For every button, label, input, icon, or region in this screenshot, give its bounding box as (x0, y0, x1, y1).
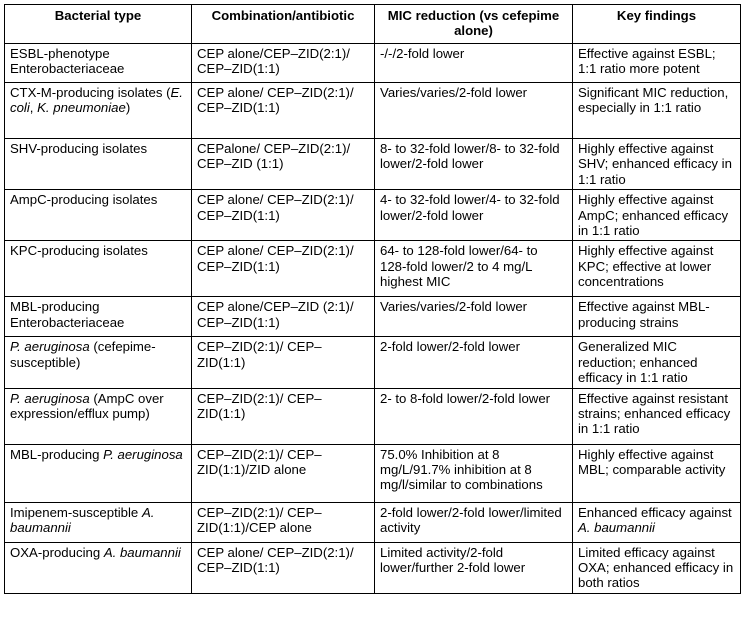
cell-bacterial-type: Imipenem-susceptible A. baumannii (5, 502, 192, 542)
cell-bacterial-type: KPC-producing isolates (5, 241, 192, 297)
cell-mic-reduction: 2-fold lower/2-fold lower (375, 337, 573, 388)
table-row (5, 83, 741, 139)
cell-mic-reduction: 8- to 32-fold lower/8- to 32-fold lower/2-fold lower (375, 139, 573, 190)
cell-combination: CEP–ZID(2:1)/ CEP–ZID(1:1) (192, 388, 375, 444)
cell-key-findings: Effective against ESBL; 1:1 ratio more potent (573, 44, 741, 83)
table-header-row (5, 5, 741, 44)
cell-bacterial-type: P. aeruginosa (cefepime-susceptible) (5, 337, 192, 388)
table-row (5, 241, 741, 297)
cell-mic-reduction: -/-/2-fold lower (375, 44, 573, 83)
cell-mic-reduction: Varies/varies/2-fold lower (375, 83, 573, 139)
cell-bacterial-type: AmpC-producing isolates (5, 190, 192, 241)
cell-mic-reduction: Limited activity/2-fold lower/further 2-fold lower (375, 542, 573, 593)
cell-key-findings: Generalized MIC reduction; enhanced efficacy in 1:1 ratio (573, 337, 741, 388)
cell-mic-reduction: 2-fold lower/2-fold lower/limited activity (375, 502, 573, 542)
cell-combination: CEP–ZID(2:1)/ CEP–ZID(1:1) (192, 337, 375, 388)
table-row (5, 502, 741, 542)
cell-key-findings: Effective against resistant strains; enhanced efficacy in 1:1 ratio (573, 388, 741, 444)
cell-bacterial-type: P. aeruginosa (AmpC over expression/efflux pump) (5, 388, 192, 444)
cell-combination: CEP alone/ CEP–ZID(2:1)/ CEP–ZID(1:1) (192, 190, 375, 241)
cell-mic-reduction: 64- to 128-fold lower/64- to 128-fold lower/2 to 4 mg/L highest MIC (375, 241, 573, 297)
cell-mic-reduction: 75.0% Inhibition at 8 mg/L/91.7% inhibition at 8 mg/l/similar to combinations (375, 444, 573, 502)
table-row (5, 44, 741, 83)
cell-combination: CEP alone/ CEP–ZID(2:1)/ CEP–ZID(1:1) (192, 542, 375, 593)
cell-key-findings: Highly effective against KPC; effective at lower concentrations (573, 241, 741, 297)
table-row (5, 542, 741, 593)
cell-key-findings: Highly effective against SHV; enhanced efficacy in 1:1 ratio (573, 139, 741, 190)
cell-bacterial-type: SHV-producing isolates (5, 139, 192, 190)
cell-bacterial-type: MBL-producing P. aeruginosa (5, 444, 192, 502)
cell-combination: CEP–ZID(2:1)/ CEP–ZID(1:1)/CEP alone (192, 502, 375, 542)
cell-mic-reduction: 2- to 8-fold lower/2-fold lower (375, 388, 573, 444)
cell-combination: CEP alone/CEP–ZID(2:1)/ CEP–ZID(1:1) (192, 44, 375, 83)
cell-key-findings: Highly effective against MBL; comparable activity (573, 444, 741, 502)
cell-mic-reduction: Varies/varies/2-fold lower (375, 297, 573, 337)
table-row (5, 139, 741, 190)
cell-combination: CEPalone/ CEP–ZID(2:1)/ CEP–ZID (1:1) (192, 139, 375, 190)
cell-mic-reduction: 4- to 32-fold lower/4- to 32-fold lower/2-fold lower (375, 190, 573, 241)
cell-combination: CEP alone/CEP–ZID (2:1)/ CEP–ZID(1:1) (192, 297, 375, 337)
header-combination: Combination/antibiotic (192, 5, 375, 44)
mic-reduction-table (4, 4, 741, 594)
cell-key-findings: Limited efficacy against OXA; enhanced efficacy in both ratios (573, 542, 741, 593)
header-mic-reduction: MIC reduction (vs cefepime alone) (375, 5, 573, 44)
cell-combination: CEP alone/ CEP–ZID(2:1)/ CEP–ZID(1:1) (192, 241, 375, 297)
mic-table-container (4, 4, 741, 594)
cell-bacterial-type: ESBL-phenotype Enterobacteriaceae (5, 44, 192, 83)
cell-bacterial-type: MBL-producing Enterobacteriaceae (5, 297, 192, 337)
cell-combination: CEP–ZID(2:1)/ CEP–ZID(1:1)/ZID alone (192, 444, 375, 502)
cell-bacterial-type: OXA-producing A. baumannii (5, 542, 192, 593)
header-bacterial-type: Bacterial type (5, 5, 192, 44)
cell-combination: CEP alone/ CEP–ZID(2:1)/ CEP–ZID(1:1) (192, 83, 375, 139)
cell-key-findings: Significant MIC reduction, especially in 1:1 ratio (573, 83, 741, 139)
cell-key-findings: Effective against MBL-producing strains (573, 297, 741, 337)
table-row (5, 297, 741, 337)
table-row (5, 337, 741, 388)
cell-key-findings: Highly effective against AmpC; enhanced efficacy in 1:1 ratio (573, 190, 741, 241)
table-row (5, 444, 741, 502)
header-key-findings: Key findings (573, 5, 741, 44)
table-body (5, 44, 741, 594)
cell-key-findings: Enhanced efficacy against A. baumannii (573, 502, 741, 542)
table-row (5, 388, 741, 444)
cell-bacterial-type: CTX-M-producing isolates (E. coli, K. pneumoniae) (5, 83, 192, 139)
table-row (5, 190, 741, 241)
